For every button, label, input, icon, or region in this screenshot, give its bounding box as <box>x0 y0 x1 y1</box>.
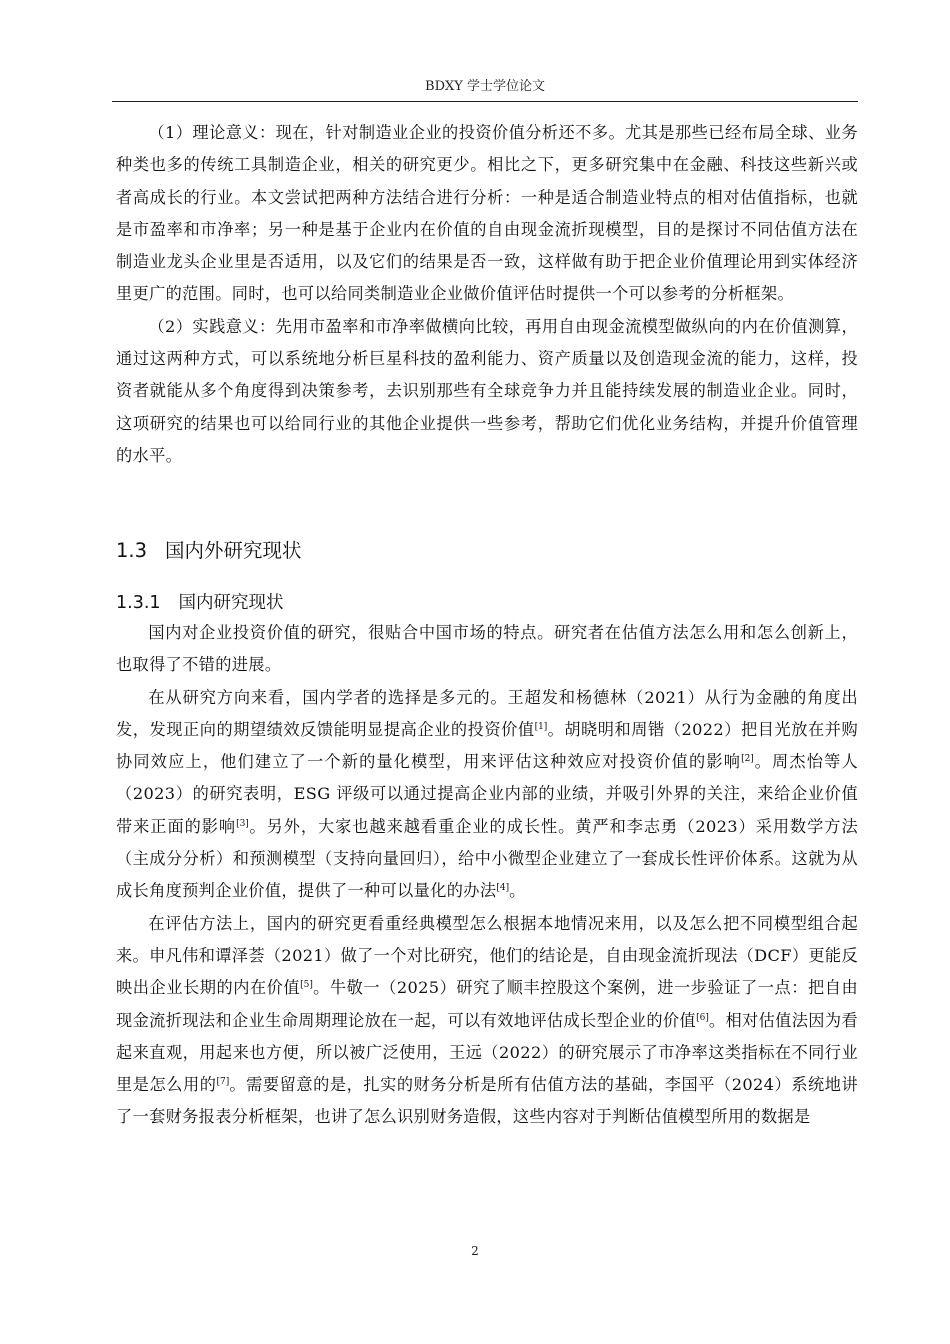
page-footer <box>0 1244 950 1258</box>
text-segment: 在评估方法上，国内的研究更看重经典模型怎么根据本地情况来用，以及怎么把不同模型组合起来。申凡伟和谭泽荟（2021）做了一个对比研究，他们的结论是，自由现金流折现法（DCF）更能反映出企业长期的内在价值 <box>116 913 858 998</box>
header-title: BDXY 学士学位论文 <box>425 79 545 94</box>
header-rule <box>112 101 858 102</box>
text-segment: 。相对估值法因为看起来直观，用起来也方便，所以被广泛使用，王远（2022）的研究展示了市净率这类指标在不同行业里是怎么用的 <box>116 1010 858 1095</box>
citation-ref: [4] <box>496 883 510 894</box>
section-heading <box>116 538 302 564</box>
page-header <box>112 78 858 96</box>
citation-ref: [3] <box>236 818 249 829</box>
citation-ref: [6] <box>696 1012 709 1023</box>
text-segment: 。胡晓明和周锴（2022）把目光放在并购协同效应上，他们建立了一个新的量化模型，用来评估这种效应对投资价值的影响 <box>116 719 858 772</box>
domestic-research-body <box>116 617 858 1134</box>
text-segment: 。 <box>509 881 526 901</box>
paragraph-valuation-methods <box>116 908 858 1134</box>
section-number: 1.3 <box>116 539 148 562</box>
paragraph-domestic-overview: 国内对企业投资价值的研究，很贴合中国市场的特点。研究者在估值方法怎么用和怎么创新上，也取得了不错的进展。 <box>116 623 858 675</box>
citation-ref: [1] <box>534 721 548 732</box>
intro-block <box>116 117 858 472</box>
citation-ref: [7] <box>216 1077 230 1088</box>
paragraph-research-directions <box>116 682 858 908</box>
section-title: 国内外研究现状 <box>165 539 302 562</box>
subsection-heading <box>116 591 284 615</box>
citation-ref: [2] <box>741 754 754 765</box>
text-segment: 。需要留意的是，扎实的财务分析是所有估值方法的基础，李国平（2024）系统地讲了一套财务报表分析框架，也讲了怎么识别财务造假，这些内容对于判断估值模型所用的数据是 <box>116 1075 859 1127</box>
text-segment: 在从研究方向来看，国内学者的选择是多元的。王超发和杨德林（2021）从行为金融的角度出发，发现正向的期望绩效反馈能明显提高企业的投资价值 <box>116 687 858 739</box>
text-segment: 。周杰怡等人（2023）的研究表明，ESG 评级可以通过提高企业内部的业绩，并吸引外界的关注，来给企业价值带来正面的影响 <box>116 752 859 836</box>
paragraph-theoretical-significance: （1）理论意义：现在，针对制造业企业的投资价值分析还不多。尤其是那些已经布局全球、业务种类也多的传统工具制造企业，相关的研究更少。相比之下，更多研究集中在金融、科技这些新兴或者高成长的行业。本文尝试把两种方法结合进行分析：一种是适合制造业特点的相对估值指标，也就是市盈率和市净率；另一种是基于企业内在价值的自由现金流折现模型，目的是探讨不同估值方法在制造业龙头企业里是否适用，以及它们的结果是否一致，这样做有助于把企业价值理论用到实体经济里更广的范围。同时，也可以给同类制造业企业做价值评估时提供一个可以参考的分析框架。 <box>116 123 858 304</box>
paragraph-practical-significance: （2）实践意义：先用市盈率和市净率做横向比较，再用自由现金流模型做纵向的内在价值测算，通过这两种方式，可以系统地分析巨星科技的盈利能力、资产质量以及创造现金流的能力，这样，投资者就能从多个角度得到决策参考，去识别那些有全球竞争力并且能持续发展的制造业企业。同时，这项研究的结果也可以给同行业的其他企业提供一些参考，帮助它们优化业务结构，并提升价值管理的水平。 <box>116 316 858 465</box>
subsection-title: 国内研究现状 <box>178 593 284 613</box>
text-segment: 。另外，大家也越来越看重企业的成长性。黄严和李志勇（2023）采用数学方法（主成分分析）和预测模型（支持向量回归），给中小微型企业建立了一套成长性评价体系。这就为从成长角度预判企业价值，提供了一种可以量化的办法 <box>116 816 858 901</box>
subsection-number: 1.3.1 <box>116 593 161 613</box>
text-segment: 。牛敬一（2025）研究了顺丰控股这个案例，进一步验证了一点：把自由现金流折现法和企业生命周期理论放在一起，可以有效地评估成长型企业的价值 <box>116 978 858 1030</box>
citation-ref: [5] <box>300 980 313 991</box>
page-number: 2 <box>471 1244 479 1258</box>
